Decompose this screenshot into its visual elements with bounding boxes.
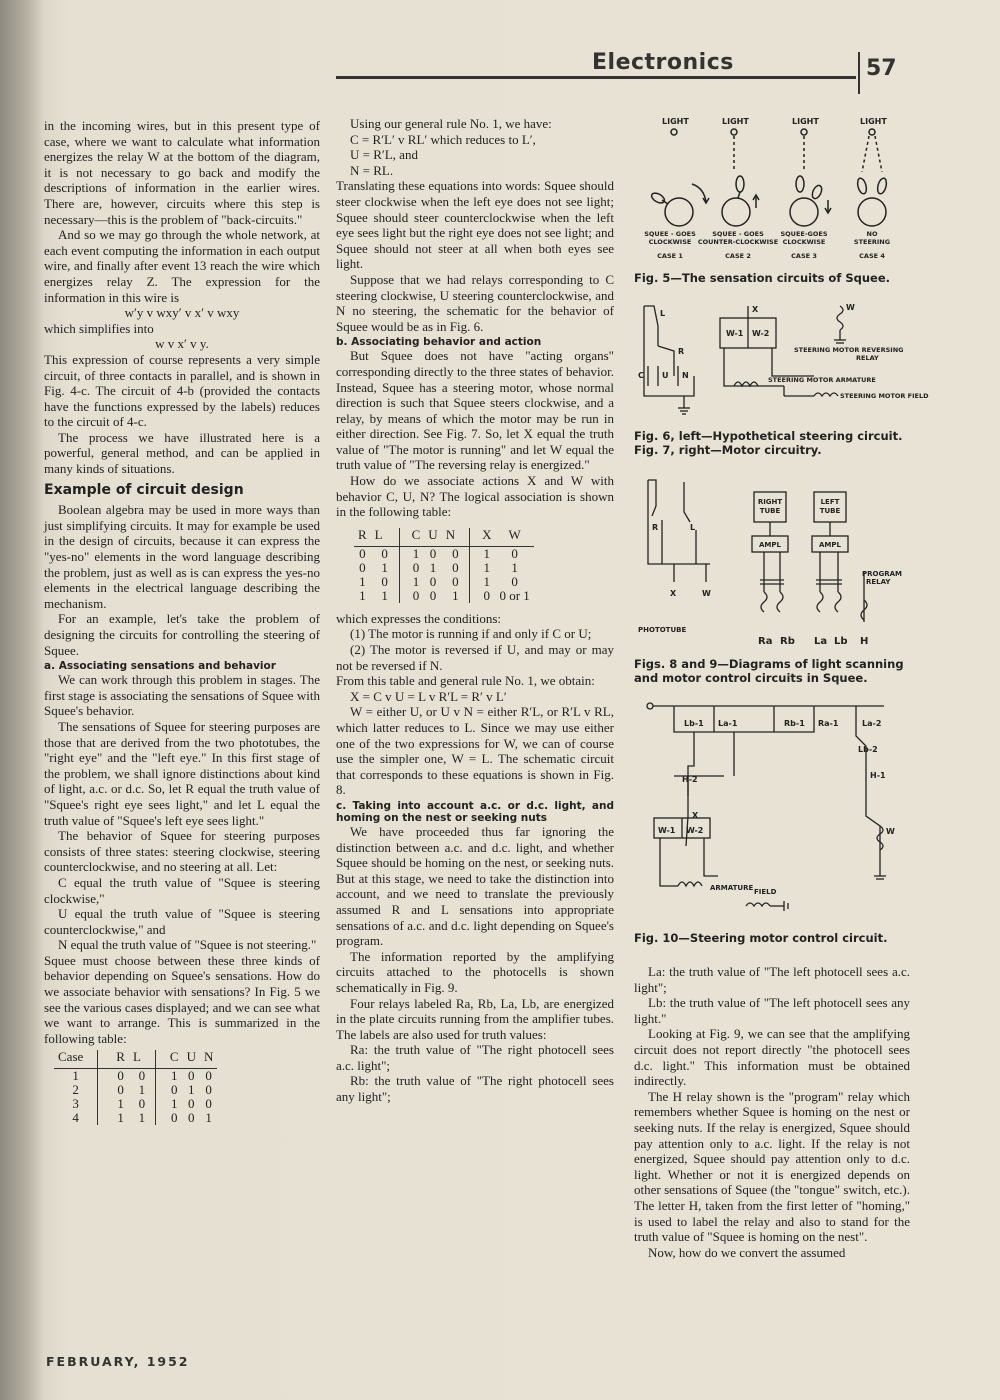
paragraph: C equal the truth value of "Squee is steering clockwise," — [44, 874, 320, 906]
fig5-case-label: SQUEE - GOES — [644, 230, 696, 238]
paragraph: And so we may go through the whole network, at each event computing the information in each output wire, and finally after event 13 reach the wire which energizes relay Z. The expression for the information in this wire is — [44, 227, 320, 305]
paragraph: The sensations of Squee for steering purposes are those that are derived from the two phototubes, the "right eye" and the "left eye." In this first stage of the problem, we shall ignore distinctions about kind of light, a.c. or d.c. So, let R equal the truth value of "Squee's right eye sees light," and let L equal the truth value of "Squee's left eye sees light." — [44, 718, 320, 828]
fig10-label: H-1 — [870, 771, 886, 780]
table-header: R — [354, 528, 371, 547]
action-table — [354, 528, 534, 603]
table-row — [54, 1111, 217, 1125]
fig6-label: L — [660, 309, 666, 318]
fig7-label: RELAY — [856, 354, 879, 362]
table-row — [354, 561, 534, 575]
fig6-label: U — [662, 371, 669, 380]
paragraph: The behavior of Squee for steering purposes consists of three states: steering clockwise, steering counterclockwise, and no steering at all. Let: — [44, 828, 320, 875]
column-1 — [44, 118, 320, 1129]
fig8-label: PHOTOTUBE — [638, 626, 687, 634]
fig7-label: STEERING MOTOR REVERSING — [794, 346, 904, 354]
table-cell: 0 — [138, 1096, 146, 1112]
paragraph: From this table and general rule No. 1, we obtain: — [336, 673, 595, 689]
fig9-label: H — [860, 636, 869, 647]
fig5-case-label: CASE 3 — [791, 252, 817, 260]
paragraph: W = either U, or U v N = either R′L, or R′L v RL, which latter reduces to L. Since we may use either one of the two expressions for W, we can of course use the simpler one, W = L. The schematic circuit that corresponds to these equations is shown in Fig. 8. — [336, 704, 614, 798]
table-cell: 0 — [155, 1083, 182, 1097]
table-header: W — [495, 528, 533, 547]
table-header: N — [200, 1050, 217, 1069]
page-number: 57 — [866, 56, 897, 81]
table-cell: 1 — [188, 1082, 195, 1098]
fig5-case-label: NO — [866, 230, 878, 238]
table-cell: 0 — [452, 559, 459, 575]
section-title: Electronics — [592, 50, 734, 75]
fig8-9-caption: Figs. 8 and 9—Diagrams of light scanning and motor control circuits in Squee. — [634, 657, 904, 685]
paragraph: Lb: the truth value of "The left photocell sees any light." — [634, 995, 910, 1026]
paragraph: La: the truth value of "The left photocell sees a.c. light"; — [634, 964, 910, 995]
fig5-light-label: LIGHT — [860, 117, 887, 126]
table-cell: 0 — [188, 1110, 195, 1126]
fig8-label: X — [670, 589, 677, 598]
paragraph: Four relays labeled Ra, Rb, La, Lb, are energized in the plate circuits running from the amplifier tubes. The labels are also used for truth values: — [336, 995, 614, 1042]
table-cell: 1 — [470, 546, 496, 561]
fig10-label: Ra-1 — [818, 719, 839, 728]
table-cell: 0 — [155, 1111, 182, 1125]
fig8-label: W — [702, 589, 711, 598]
paragraph: We have proceeded thus far ignoring the distinction between a.c. and d.c. light, and whether Squee should be homing on the nest, or seeking nuts. But at this stage, we need to take the distinction into account, and we need to translate the previously assumed R and L sensations into appropriate sensations of a.c. and d.c. light depending on Squee's program. — [336, 823, 614, 949]
table-cell: 1 — [470, 575, 496, 589]
table-cell: 0 — [470, 589, 496, 603]
table-header: L — [129, 1050, 155, 1069]
fig5-case-label: STEERING — [853, 238, 891, 246]
fig6-7-caption: Fig. 6, left—Hypothetical steering circuit. Fig. 7, right—Motor circuitry. — [634, 429, 903, 457]
fig10-label: La-2 — [862, 719, 882, 728]
table-cell: 0 — [452, 573, 459, 589]
subsection-heading: c. Taking into account a.c. or d.c. light, and homing on the nest or seeking nuts — [336, 799, 614, 824]
table-cell: 0 — [399, 561, 424, 575]
fig10-label: H-2 — [682, 775, 698, 784]
paragraph: which simplifies into — [44, 320, 154, 336]
fig5-case-label: CASE 1 — [657, 252, 683, 260]
fig7-label: W-2 — [752, 329, 770, 338]
table-cell: 0 — [429, 587, 437, 603]
table-row — [54, 1097, 217, 1111]
equation: U = R′L, and — [350, 147, 418, 163]
table-cell: 2 — [72, 1082, 79, 1098]
table-row — [354, 546, 534, 561]
table-cell: 1 — [429, 559, 437, 575]
table-cell: 1 — [381, 587, 388, 603]
fig10-label: Lb-1 — [684, 719, 704, 728]
subsection-heading: a. Associating sensations and behavior — [44, 660, 276, 673]
fig5-light-label: LIGHT — [662, 117, 689, 126]
paragraph: Boolean algebra may be used in more ways than just simplifying circuits. It may for example be used in the design of circuits, because it can express the "yes-no" elements in the word language describing the problem, just as well as is can express the yes-no elements in the electrical language describing the mechanism. — [44, 502, 320, 611]
paragraph: The H relay shown is the "program" relay which remembers whether Squee is homing on the nest or seeking nuts. If the relay is energized, Squee should pay attention only to a.c. light. If the relay is not energized, Squee should pay attention only to d.c. light. Whether or not it is energized depends on other sensations of Squee (the "tongue" switch, etc.). The letter H, taken from the first letter of "homing," is used to label the relay and also to stand for the truth value of "Squee is homing on the nest". — [634, 1088, 910, 1245]
paragraph: (1) The motor is running if and only if C or U; — [350, 626, 592, 642]
table-cell: 0 — [98, 1069, 129, 1084]
table-cell: 1 — [511, 559, 518, 575]
table-cell: 0 — [98, 1083, 129, 1097]
table-cell: 0 — [188, 1068, 195, 1084]
fig8-9-diagram — [634, 472, 910, 650]
fig9-label: Rb — [780, 636, 795, 647]
case-table — [54, 1050, 217, 1125]
table-header: X — [470, 528, 496, 547]
fig9-label: AMPL — [819, 541, 841, 549]
table-cell: 0 — [138, 1068, 146, 1084]
fig10-label: W-2 — [686, 826, 704, 835]
fig10-label: Lb-2 — [858, 745, 878, 754]
paragraph: Squee must choose between these three kinds of behavior depending on Squee's sensations. How do we associate behavior with sensations? In Fig. 5 we see the various cases displayed; and we can see what we want to arrange. This is summarized in the following table: — [44, 952, 320, 1046]
table-cell: 0 — [452, 545, 459, 561]
paragraph: This expression of course represents a very simple circuit, of three contacts in parallel, and is shown in Fig. 4-c. The circuit of 4-b (provided the contacts have the functions expressed by the labels) reduces to the circuit of 4-c. — [44, 351, 320, 430]
table-cell: 1 — [155, 1097, 182, 1111]
fig8-label: R — [652, 523, 659, 532]
fig7-label: W-1 — [726, 329, 744, 338]
fig9-label: RIGHT — [757, 498, 783, 506]
fig10-label: Rb-1 — [784, 719, 805, 728]
equation: w′y v wxy′ v x′ v wxy — [124, 305, 240, 321]
table-cell: 0 — [205, 1068, 212, 1084]
table-cell: 0 — [511, 545, 518, 561]
fig6-label: C — [638, 371, 644, 380]
paragraph: The information reported by the amplifying circuits attached to the photocells is shown schematically in Fig. 9. — [336, 948, 614, 995]
paragraph: Suppose that we had relays corresponding to C steering clockwise, U steering counterclockwise, and N no steering, the schematic for the behavior of Squee would be as in Fig. 6. — [336, 271, 614, 334]
table-cell: 1 — [452, 587, 459, 603]
fig10-label: W-1 — [658, 826, 676, 835]
table-row — [54, 1083, 217, 1097]
table-cell: 1 — [205, 1110, 212, 1126]
fig10-label: FIELD — [754, 888, 777, 896]
table-cell: 1 — [155, 1069, 182, 1084]
footer-date: FEBRUARY, 1952 — [46, 1354, 190, 1369]
fig9-label: AMPL — [759, 541, 781, 549]
table-cell: 0 — [429, 545, 437, 561]
fig5-case-label: CLOCKWISE — [782, 238, 826, 246]
fig5-case-label: CASE 4 — [859, 252, 885, 260]
paragraph: Translating these equations into words: Squee should steer clockwise when the left eye does not see light; Squee should steer counterclockwise when the left eye sees light but the right eye does not see light; and Squee should not steer at all when both eyes see light. — [336, 178, 614, 272]
fig9-label: TUBE — [819, 507, 841, 515]
table-header: N — [442, 528, 470, 547]
paragraph: We can work through this problem in stages. The first stage is associating the sensations of Squee with Squee's behavior. — [44, 672, 320, 719]
table-header: C — [399, 528, 424, 547]
paragraph: How do we associate actions X and W with behavior C, U, N? The logical association is shown in the following table: — [336, 473, 614, 520]
table-cell: 4 — [72, 1110, 79, 1126]
fig5-case-label: SQUEE-GOES — [780, 230, 828, 238]
table-cell: 0 — [188, 1096, 195, 1112]
equation: C = R′L′ v RL′ which reduces to L′, — [350, 131, 536, 147]
section-heading: Example of circuit design — [44, 481, 244, 498]
table-cell: 1 — [138, 1110, 146, 1126]
table-cell: 1 — [72, 1068, 79, 1084]
table-cell: 1 — [399, 546, 424, 561]
table-cell: 1 — [399, 575, 424, 589]
paragraph: Ra: the truth value of "The right photocell sees a.c. light"; — [336, 1042, 614, 1073]
table-header: C — [155, 1050, 182, 1069]
header-divider — [858, 52, 860, 94]
paragraph: Now, how do we convert the assumed — [648, 1244, 846, 1260]
paragraph: (2) The motor is reversed if U, and may or may not be reversed if N. — [336, 642, 614, 673]
fig5-caption: Fig. 5—The sensation circuits of Squee. — [634, 271, 891, 285]
fig6-label: N — [682, 371, 689, 380]
fig5-diagram — [634, 112, 910, 268]
fig9-label: RELAY — [866, 578, 891, 586]
table-cell: 3 — [72, 1096, 79, 1112]
table-cell: 1 — [359, 573, 366, 589]
header-rule — [336, 76, 856, 79]
fig9-label: Ra — [758, 636, 773, 647]
table-header: Case — [54, 1050, 98, 1069]
fig9-label: La — [814, 636, 828, 647]
fig10-diagram — [634, 696, 910, 926]
subsection-heading: b. Associating behavior and action — [336, 336, 542, 349]
fig5-case-label: CASE 2 — [725, 252, 751, 260]
table-cell: 0 — [381, 545, 388, 561]
equation: N = RL. — [350, 162, 394, 178]
column-3 — [634, 964, 910, 1260]
fig7-label: X — [752, 305, 759, 314]
fig10-label: ARMATURE — [710, 884, 754, 892]
table-row — [354, 575, 534, 589]
table-cell: 0 or 1 — [499, 587, 530, 603]
table-cell: 0 — [399, 589, 424, 603]
fig9-label: LEFT — [820, 498, 840, 506]
table-cell: 1 — [138, 1082, 146, 1098]
table-cell: 0 — [205, 1082, 212, 1098]
fig7-label: W — [846, 303, 855, 312]
paragraph: in the incoming wires, but in this present type of case, where we want to calculate what information energizes the relay W at the bottom of the diagram, it is not necessary to go back and modify the descriptions of information in the earlier wires. There are, however, circuits where this step is necessary—this is the problem of "back-circuits." — [44, 118, 320, 227]
table-row — [354, 589, 534, 603]
paragraph: N equal the truth value of "Squee is not steering." — [58, 937, 317, 953]
table-cell: 1 — [98, 1097, 129, 1111]
paragraph: But Squee does not have "acting organs" corresponding directly to the three states of behavior. Instead, Squee has a steering motor, whose normal direction is such that Squee steers clockwise, and a relay, by means of which the motor may be run in either direction. See Fig. 7. So, let X equal the truth value of "The motor is running" and let W equal the truth value of "The reversing relay is energized." — [336, 348, 614, 473]
fig6-7-diagram — [634, 296, 929, 426]
column-2 — [336, 116, 614, 1105]
paragraph: which expresses the conditions: — [336, 610, 501, 626]
table-cell: 0 — [511, 573, 518, 589]
equation: X = C v U = L v R′L = R′ v L′ — [350, 688, 507, 704]
table-cell: 1 — [359, 587, 366, 603]
table-cell: 0 — [429, 573, 437, 589]
fig5-light-label: LIGHT — [722, 117, 749, 126]
table-header: R — [98, 1050, 129, 1069]
table-cell: 1 — [98, 1111, 129, 1125]
fig10-caption: Fig. 10—Steering motor control circuit. — [634, 931, 888, 945]
table-header: L — [371, 528, 399, 547]
paragraph: For an example, let's take the problem of designing the circuits for controlling the steering of Squee. — [44, 611, 320, 658]
table-header: U — [424, 528, 441, 547]
fig8-label: L — [690, 523, 696, 532]
fig5-case-label: COUNTER-CLOCKWISE — [697, 238, 779, 246]
fig9-label: Lb — [834, 636, 848, 647]
fig10-label: La-1 — [718, 719, 738, 728]
paragraph: U equal the truth value of "Squee is steering counterclockwise," and — [44, 906, 320, 937]
fig9-label: PROGRAM — [862, 570, 902, 578]
paragraph: The process we have illustrated here is a powerful, general method, and can be applied in many kinds of situations. — [44, 429, 320, 477]
table-cell: 1 — [381, 559, 388, 575]
equation: w v x′ v y. — [155, 336, 209, 352]
table-cell: 0 — [205, 1096, 212, 1112]
paragraph: Rb: the truth value of "The right photocell sees any light"; — [336, 1073, 614, 1105]
paragraph: Looking at Fig. 9, we can see that the amplifying circuit does not report directly "the photocell sees d.c. light." This information must be obtained indirectly. — [634, 1026, 910, 1089]
table-cell: 0 — [381, 573, 388, 589]
fig10-label: W — [886, 827, 895, 836]
fig9-label: TUBE — [759, 507, 781, 515]
table-header: U — [183, 1050, 200, 1069]
fig5-case-label: CLOCKWISE — [648, 238, 692, 246]
table-cell: 0 — [359, 545, 366, 561]
paragraph: Using our general rule No. 1, we have: — [350, 116, 552, 131]
table-row — [54, 1069, 217, 1084]
fig7-label: STEERING MOTOR FIELD — [840, 392, 929, 400]
fig6-label: R — [678, 347, 685, 356]
fig10-label: X — [692, 811, 699, 820]
table-cell: 0 — [359, 559, 366, 575]
fig7-label: STEERING MOTOR ARMATURE — [768, 376, 876, 384]
table-cell: 1 — [470, 561, 496, 575]
fig5-light-label: LIGHT — [792, 117, 819, 126]
fig5-case-label: SQUEE - GOES — [712, 230, 764, 238]
